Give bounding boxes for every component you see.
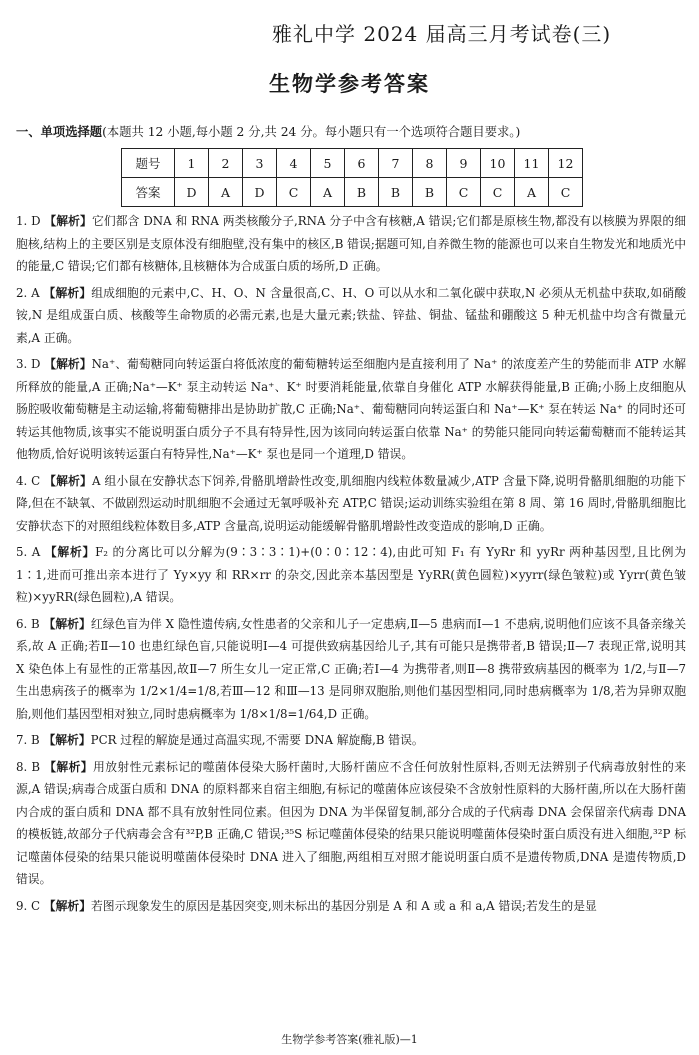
answer-cell: C (277, 178, 311, 207)
explanation-text: PCR 过程的解旋是通过高温实现,不需要 DNA 解旋酶,B 错误。 (90, 733, 424, 747)
explanation-list (16, 210, 686, 921)
section-heading (16, 122, 686, 140)
question-number-cell: 9 (447, 149, 481, 178)
analysis-tag: 【解析】 (43, 616, 91, 631)
explanation-item (16, 756, 686, 891)
page-footer: 生物学参考答案(雅礼版)—1 (281, 1033, 418, 1046)
explanation-item (16, 729, 686, 752)
analysis-tag: 【解析】 (44, 357, 92, 371)
explanation-text: Na⁺、葡萄糖同向转运蛋白将低浓度的葡萄糖转运至细胞内是直接利用了 Na⁺ 的浓度差产生的势能而非 ATP 水解所释放的能量,A 正确;Na⁺—K⁺ 泵主动转运 Na⁺、K⁺ 时要消耗能量,依靠自身催化 ATP 水解获得能量,B 正确;小肠上皮细胞从肠腔吸收葡萄糖是主动运输,将葡萄糖排出是协助扩散,C 正确;Na⁺、葡萄糖同向转运蛋白和 Na⁺—K⁺ 泵在转运 Na⁺ 的同时还可转运其他物质,该事实不能说明蛋白质分子不具有特异性,因为该同向转运蛋白依靠 Na⁺ 的势能只能同向转运葡萄糖而不能转运其他物质,恰好说明该转运蛋白有特异性,Na⁺—K⁺ 泵也是同一个道理,D 错误。 (16, 357, 686, 461)
question-answer-label: 2. A (16, 285, 40, 300)
question-answer-label: 8. B (16, 759, 41, 774)
explanation-item (16, 353, 686, 466)
section-instruction: (本题共 12 小题,每小题 2 分,共 24 分。每小题只有一个选项符合题目要求。) (102, 125, 521, 139)
question-number-cell: 12 (549, 149, 583, 178)
answer-cell: B (345, 178, 379, 207)
answer-cell: A (209, 178, 243, 207)
explanation-text: 它们都含 DNA 和 RNA 两类核酸分子,RNA 分子中含有核糖,A 错误;它们都是原核生物,都没有以核膜为界限的细胞核,结构上的主要区别是支原体没有细胞壁,没有集中的核区,B 错误;据题可知,自养微生物的能源也可以来自生物发光和地质光中的能量,C 错误;它们都有核糖体,且核糖体为合成蛋白质的场所,D 正确。 (16, 214, 687, 273)
explanation-item (16, 282, 686, 350)
question-number-cell: 6 (345, 149, 379, 178)
question-number-cell: 4 (277, 149, 311, 178)
explanation-item (16, 470, 686, 538)
explanation-text: F₂ 的分离比可以分解为(9∶3∶3∶1)+(0∶0∶12∶4),由此可知 F₁ 有 YyRr 和 yyRr 两种基因型,且比例为 1∶1,进而可推出亲本进行了 Yy×yy 和 RR×rr 的杂交,因此亲本基因型是 YyRR(黄色圆粒)×yyrr(绿色皱粒)或 Yyrr(黄色皱粒)×yyRR(绿色圆粒),A 错误。 (16, 545, 687, 604)
answer-cell: D (243, 178, 277, 207)
question-number-cell: 10 (481, 149, 515, 178)
school-title: 雅礼中学 2024 届高三月考试卷(三) (272, 22, 612, 46)
answer-cell: D (175, 178, 209, 207)
question-answer-label: 6. B (16, 616, 40, 631)
analysis-tag: 【解析】 (44, 214, 92, 228)
question-answer-label: 1. D (16, 214, 41, 228)
explanation-text: 用放射性元素标记的噬菌体侵染大肠杆菌时,大肠杆菌应不含任何放射性原料,否则无法辨别子代病毒放射性的来源,A 错误;病毒合成蛋白质和 DNA 的原料都来自宿主细胞,有标记的噬菌体应该侵染不含放射性原料的大肠杆菌,所以在大肠杆菌内合成的蛋白质和 DNA 都不具有放射性同位素。但因为 DNA 为半保留复制,部分合成的子代病毒 DNA 会保留亲代病毒 DNA 的模板链,故部分子代病毒会含有³²P,B 正确,C 错误;³⁵S 标记噬菌体侵染的结果只能说明噬菌体侵染时蛋白质没有进入细胞,³²P 标记噬菌体侵染的结果只能说明噬菌体侵染时 DNA 进入了细胞,两组相互对照才能说明蛋白质不是遗传物质,DNA 是遗传物质,D 错误。 (16, 759, 686, 886)
explanation-item (16, 210, 686, 278)
answer-cell: A (515, 178, 549, 207)
question-answer-label: 7. B (16, 733, 40, 747)
analysis-tag: 【解析】 (44, 545, 96, 559)
question-number-cell: 8 (413, 149, 447, 178)
answer-table (121, 148, 583, 207)
question-number-cell: 7 (379, 149, 413, 178)
answer-cell: B (379, 178, 413, 207)
answer-cell: C (549, 178, 583, 207)
question-number-cell: 11 (515, 149, 549, 178)
explanation-text: 若图示现象发生的原因是基因突变,则未标出的基因分别是 A 和 A 或 a 和 a,A 错误;若发生的是显 (91, 898, 597, 913)
analysis-tag: 【解析】 (44, 759, 93, 774)
question-number-cell: 2 (209, 149, 243, 178)
question-number-cell: 3 (243, 149, 277, 178)
page-title: 生物学参考答案 (269, 72, 430, 96)
answer-table-number-row (122, 149, 583, 178)
answer-table-row-label: 题号 (122, 149, 175, 178)
analysis-tag: 【解析】 (43, 898, 91, 913)
analysis-tag: 【解析】 (44, 473, 93, 488)
question-number-cell: 1 (175, 149, 209, 178)
explanation-text: 组成细胞的元素中,C、H、O、N 含量很高,C、H、O 可以从水和二氧化碳中获取,N 必须从无机盐中获取,如硝酸铵,N 是组成蛋白质、核酸等生命物质的必需元素,也是大量元素;铁盐、锌盐、铜盐、锰盐和硼酸这 5 种无机盐中均含有微量元素,A 正确。 (16, 285, 686, 345)
answer-cell: C (481, 178, 515, 207)
answer-cell: C (447, 178, 481, 207)
question-number-cell: 5 (311, 149, 345, 178)
question-answer-label: 9. C (16, 898, 41, 913)
explanation-text: 红绿色盲为伴 X 隐性遗传病,女性患者的父亲和儿子一定患病,Ⅱ—5 患病而Ⅰ—1 不患病,说明他们应该不具备亲缘关系,故 A 正确;若Ⅱ—10 也患红绿色盲,只能说明Ⅰ—4 可提供致病基因给儿子,其有可能只是携带者,B 错误;Ⅱ—7 表现正常,说明其 X 染色体上有显性的正常基因,故Ⅱ—7 所生女儿一定正常,C 正确;若Ⅰ—4 为携带者,则Ⅱ—8 携带致病基因的概率为 1/2,与Ⅱ—7 生出患病孩子的概率为 1/2×1/4=1/8,若Ⅲ—12 和Ⅲ—13 是同卵双胞胎,则他们基因型相同,同时患病概率为 1/8,若为异卵双胞胎,则他们基因型相对独立,同时患病概率为 1/8×1/8=1/64,D 正确。 (16, 616, 686, 721)
explanation-item (16, 895, 686, 918)
explanation-item (16, 541, 686, 609)
section-label: 一、单项选择题 (16, 125, 103, 139)
analysis-tag: 【解析】 (43, 285, 92, 300)
answer-table-row-label: 答案 (122, 178, 175, 207)
answer-cell: B (413, 178, 447, 207)
analysis-tag: 【解析】 (43, 733, 91, 747)
answer-cell: A (311, 178, 345, 207)
answer-table-answer-row (122, 178, 583, 207)
question-answer-label: 4. C (16, 473, 41, 488)
question-answer-label: 5. A (16, 545, 41, 559)
explanation-item (16, 613, 686, 726)
explanation-text: A 组小鼠在安静状态下饲养,骨骼肌增龄性改变,肌细胞内线粒体数量减少,ATP 含量下降,说明骨骼肌细胞的功能下降,但在不缺氧、不做剧烈运动时肌细胞不会通过无氧呼吸补充 ATP,C 错误;运动训练实验组在第 8 周、第 16 周时,骨骼肌细胞比安静状态下的对照组线粒体数目多,ATP 含量高,说明运动能缓解骨骼肌增龄性改变造成的影响,D 正确。 (16, 473, 686, 533)
question-answer-label: 3. D (16, 357, 41, 371)
